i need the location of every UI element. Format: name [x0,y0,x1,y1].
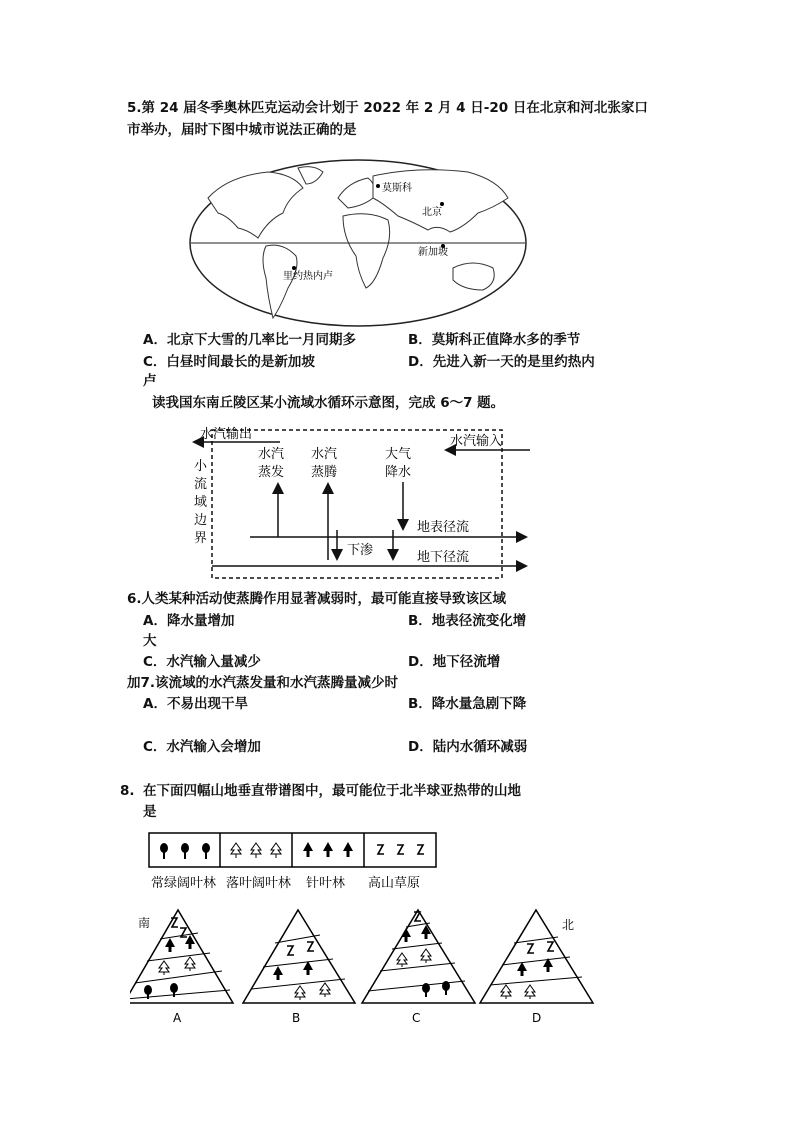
label-precipitation-1: 大气 [385,447,412,462]
mountain-c [362,910,475,1003]
mountain-b [243,910,355,1003]
q6-option-a: A．降水量增加 [143,613,235,629]
q8-number: 8. [120,783,135,799]
q6-option-c: C．水汽输入量减少 [143,654,261,670]
q8-stem-line2: 是 [143,804,157,820]
world-map [188,158,528,328]
legend-deciduous: 落叶阔叶林 [226,876,292,891]
water-cycle-diagram [185,420,535,585]
q7-stem: 加7.该流域的水汽蒸发量和水汽蒸腾量减少时 [127,675,399,691]
map-label-singapore: 新加坡 [418,247,448,258]
label-infiltration: 下渗 [347,543,374,558]
label-boundary-4: 边 [194,513,208,528]
q6-option-b: B．地表径流变化增 [408,613,527,629]
label-vapor-in: 水汽输入 [450,434,503,449]
mountain-diagrams [130,905,600,1030]
label-evaporation-1: 水汽 [258,447,285,462]
vegetation-legend [148,832,443,894]
label-transpiration-1: 水汽 [311,447,338,462]
legend-alpine-meadow: 高山草原 [368,876,421,891]
label-surface-runoff: 地表径流 [417,520,470,535]
map-label-moscow: 莫斯科 [382,183,412,194]
q5-stem-line1: 5.第 24 届冬季奥林匹克运动会计划于 2022 年 2 月 4 日-20 日在北京和河北张家口 [127,100,648,116]
q6-stem: 6.人类某种活动使蒸腾作用显著减弱时，最可能直接导致该区域 [127,591,507,607]
map-label-beijing: 北京 [422,207,442,218]
label-south: 南 [138,916,151,930]
legend-coniferous: 针叶林 [306,876,346,891]
q7-option-d: D．陆内水循环减弱 [408,739,528,755]
label-boundary-3: 域 [194,495,208,510]
q6-option-d: D．地下径流增 [408,654,501,670]
q5-option-a: A．北京下大雪的几率比一月同期多 [143,332,356,348]
label-boundary-1: 小 [194,459,208,474]
q5-option-c: C．白昼时间最长的是新加坡 [143,354,315,370]
label-transpiration-2: 蒸腾 [311,465,338,480]
label-mountain-d: D [532,1011,542,1025]
legend-evergreen: 常绿阔叶林 [151,876,217,891]
label-mountain-b: B [292,1011,301,1025]
map-label-rio: 里约热内卢 [283,271,333,282]
q7-option-b: B．降水量急剧下降 [408,696,527,712]
q5-option-d: D．先进入新一天的是里约热内 [408,354,595,370]
label-mountain-a: A [173,1011,182,1025]
q6-option-b-wrap: 大 [143,633,157,649]
q5-stem-line2: 市举办，届时下图中城市说法正确的是 [127,122,357,138]
q5-option-d-wrap: 卢 [143,373,157,389]
intro-6-7: 读我国东南丘陵区某小流域水循环示意图，完成 6～7 题。 [152,395,505,411]
label-evaporation-2: 蒸发 [258,465,285,480]
label-precipitation-2: 降水 [385,465,412,480]
q5-option-b: B．莫斯科正值降水多的季节 [408,332,581,348]
q7-option-c: C．水汽输入会增加 [143,739,261,755]
q7-option-a: A．不易出现干旱 [143,696,248,712]
label-ground-runoff: 地下径流 [417,550,470,565]
mountain-d [480,910,593,1003]
label-boundary-5: 界 [194,531,208,546]
label-north: 北 [562,918,575,932]
label-mountain-c: C [412,1011,421,1025]
label-boundary-2: 流 [194,477,208,492]
label-vapor-out: 水汽输出 [200,427,253,442]
q8-stem-line1: 在下面四幅山地垂直带谱图中，最可能位于北半球亚热带的山地 [143,783,521,799]
